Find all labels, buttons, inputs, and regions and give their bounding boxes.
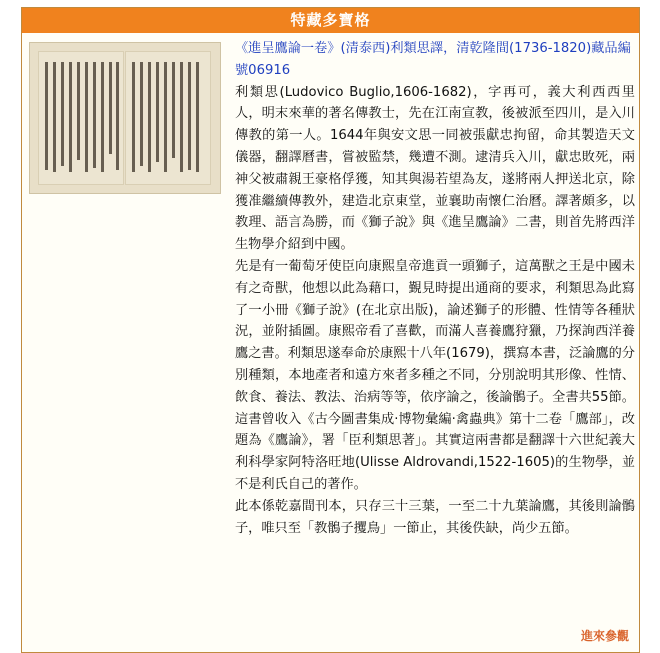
description-paragraph: 利類思(Ludovico Buglio,1606-1682)，字再可，義大利西西里人，明末來華的著名傳教士，先在江南宣教，後被派至四川，是入川傳教的第一人。1644年與安文思一同被張獻忠拘留，命其製造天文儀器，翻譯曆書，嘗被監禁，幾遭不測。逮清兵入川，獻忠敗死，兩神父被肅親王豪格俘獲，知其與湯若望為友，遂將兩人押送北京，除獲准繼續傳教外，建造北京東堂，並襄助南懷仁治曆。譯著頗多，以教理、語言為勝，而《獅子說》與《進呈鷹論》二書，則首先將西洋生物學介紹到中國。	[235, 84, 635, 253]
description-paragraph: 先是有一葡萄牙使臣向康熙皇帝進貢一頭獅子，這萬獸之王是中國未有之奇獸，他想以此為藉口，覲見時提出通商的要求，利類思為此寫了一小冊《獅子說》(在北京出版)，論述獅子的形體、性情等各種狀況，並附插圖。康熙帝看了喜歡，而滿人喜養鷹狩獵，乃探詢西洋養鷹之書。利類思遂奉命於康熙十八年(1679)，撰寫本書，泛論鷹的分別種類，本地產者和遠方來者多種之不同，分別說明其形像、性情、飲食、養法、教法、治病等等，依序論之，後論鶻子。全書共55節。這書曾收入《古今圖書集成·博物彙編·禽蟲典》第十二卷「鷹部」，改題為《鷹論》，署「臣利類思著」。其實這兩書都是翻譯十六世紀義大利科學家阿特洛旺地(Ulisse Aldrovandi,1522-1605)的生物學，並不是利氏自己的著作。	[235, 258, 635, 492]
book-right-page	[125, 51, 211, 185]
panel-header: 特藏多寶格	[22, 8, 639, 33]
book-thumbnail-image[interactable]	[29, 42, 221, 194]
item-title-link[interactable]: 《進呈鷹論一卷》(清泰西)利類思譯，清乾隆間(1736-1820)藏品編號06916	[235, 41, 631, 78]
item-content	[235, 38, 635, 539]
book-left-page	[38, 51, 124, 185]
description-paragraph: 此本係乾嘉間刊本，只存三十三葉，一至二十九葉論鷹，其後則論鶻子，唯只至「教鶻子攫鳥」一節止，其後佚缺，尚少五節。	[235, 498, 635, 536]
enter-visit-link[interactable]: 進來參觀	[580, 629, 629, 643]
featured-collection-panel	[21, 7, 640, 653]
